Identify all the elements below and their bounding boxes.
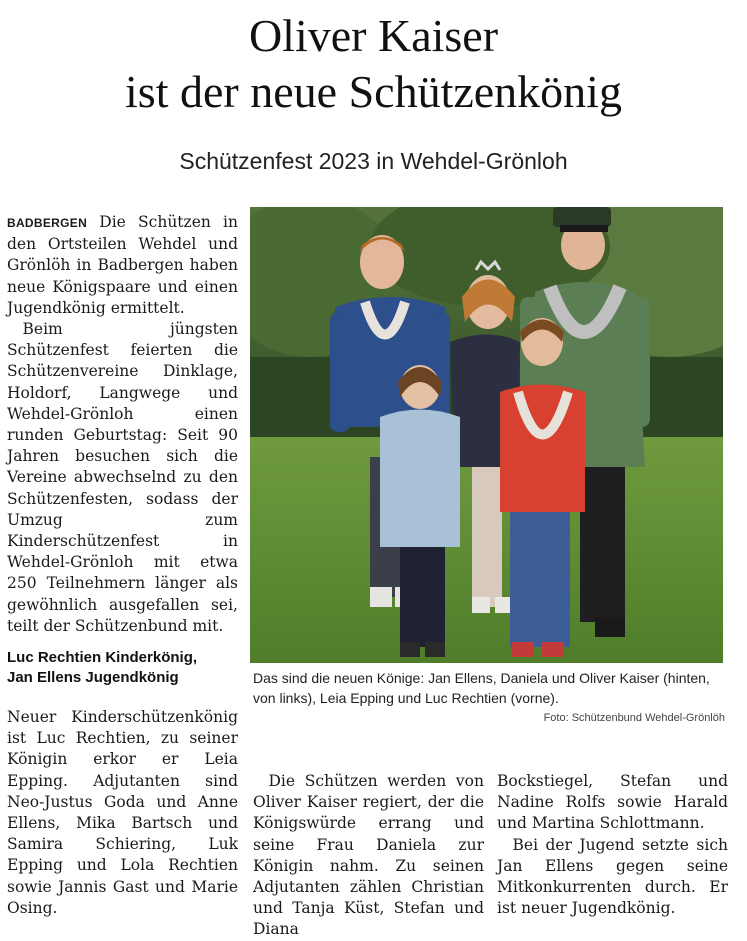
lead-paragraph	[7, 212, 238, 319]
photo-credit: Foto: Schützenbund Wehdel-Grönlöh	[543, 712, 725, 724]
group-photo-illustration	[250, 207, 723, 663]
headline-line-2: ist der neue Schützenkönig	[125, 66, 622, 117]
photo-caption: Das sind die neuen Könige: Jan Ellens, Daniela und Oliver Kaiser (hinten, von links), Leia Epping und Luc Rechtien (vorne).	[253, 670, 710, 706]
subheadline: Schützenfest 2023 in Wehdel-Grönloh	[179, 148, 568, 174]
section-subtitle-line-1: Luc Rechtien Kinderkönig,	[7, 649, 198, 666]
section-subtitle	[7, 648, 247, 688]
article-column-3	[497, 771, 728, 919]
section-subtitle-line-2: Jan Ellens Jugendkönig	[7, 669, 179, 686]
paragraph-5: Bei der Jugend setzte sich Jan Ellens gegen seine Mitkonkurrenten durch. Er ist neuer Jugendkönig.	[497, 835, 728, 918]
article-column-2	[253, 771, 484, 941]
dateline: BADBERGEN	[7, 216, 88, 230]
lead-text: Die Schützen in den Ortsteilen Wehdel und Grönlöh in Badbergen haben neue Königspaare und einen Jugendkönig ermittelt.	[7, 213, 238, 317]
paragraph-3: Neuer Kinderschützenkönig ist Luc Rechtien, zu seiner Königin erkor er Leia Epping. Adjutanten sind Neo-Justus Goda und Anne Ellens, Mika Bartsch und Samira Schiering, Luk Epping und Lola Rechtien sowie Jannis Gast und Marie Osing.	[7, 708, 238, 917]
paragraph-2: Beim jüngsten Schützenfest feierten die Schützenvereine Dinklage, Holdorf, Langwege und Wehdel-Grönloh einen runden Geburtstag: Seit 90 Jahren besuchen sich die Vereine abwechselnd zu den Schützenfesten, sodass der Umzug zum Kinderschützenfest in Wehdel-Grönloh mit etwa 250 Teilnehmern länger als gewöhnlich ausgefallen sei, teilt der Schützenbund mit.	[7, 320, 238, 635]
group-photo	[250, 207, 723, 663]
paragraph-4-continued: Bockstiegel, Stefan und Nadine Rolfs sowie Harald und Martina Schlottmann.	[497, 772, 728, 833]
headline-line-1: Oliver Kaiser	[248, 10, 499, 61]
article-column-1-lower	[7, 707, 238, 919]
article-column-1	[7, 212, 238, 637]
paragraph-4: Die Schützen werden von Oliver Kaiser regiert, der die Königswürde errang und seine Frau Daniela zur Königin nahm. Zu seinen Adjutanten zählen Christian und Tanja Küst, Stefan und Diana	[253, 772, 484, 939]
headline	[0, 8, 747, 120]
